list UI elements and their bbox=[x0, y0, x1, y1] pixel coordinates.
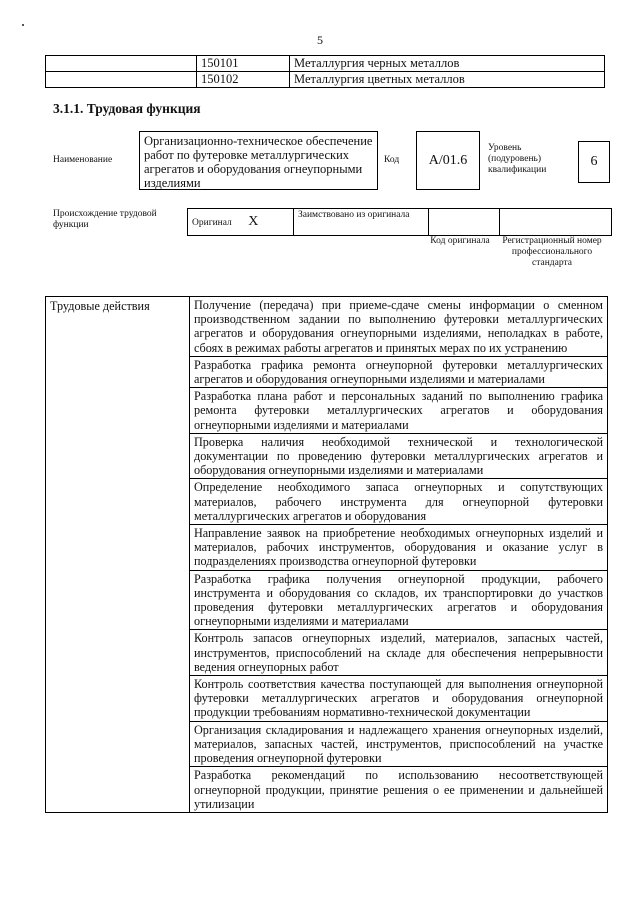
labor-action-item: Разработка графика получения огнеупорной продукции, рабочего инструмента и оборудования со складов, их транспортировки до участков проведения футеровки металлургических агрегатов и оборудования огнеупорными изделиями и материалами bbox=[190, 570, 608, 630]
labor-action-item: Разработка рекомендаций по использованию несоответствующей огнеупорной продукции, принятие решения о ее применении и дальнейшей утилизации bbox=[190, 767, 608, 813]
level-label: Уровень (подуровень) квалификации bbox=[488, 143, 547, 175]
table-row bbox=[46, 72, 605, 88]
labor-action-item: Проверка наличия необходимой технической и технологической документации по проведению футеровки металлургических агрегатов и оборудования огнеупорными изделиями и материалами bbox=[190, 433, 608, 479]
specialty-code: 150102 bbox=[197, 72, 290, 88]
origin-table bbox=[187, 208, 612, 236]
labor-action-item: Определение необходимого запаса огнеупорных и сопутствующих материалов, рабочего инструмента для огнеупорной футеровки металлургических агрегатов и оборудования bbox=[190, 479, 608, 525]
reg-number-cell bbox=[500, 209, 612, 236]
labor-action-item: Разработка плана работ и персональных заданий по выполнению графика ремонта футеровки металлургических агрегатов и оборудования огнеупорными изделиями и материалами bbox=[190, 388, 608, 434]
original-mark: X bbox=[248, 214, 259, 229]
specialty-name: Металлургия цветных металлов bbox=[290, 72, 605, 88]
function-code-value: A/01.6 bbox=[416, 131, 480, 190]
function-name-value: Организационно-техническое обеспечение работ по футеровке металлургических агрегатов и оборудования огнеупорными изделиями bbox=[139, 131, 378, 190]
empty-cell bbox=[46, 72, 197, 88]
original-label: Оригинал bbox=[192, 218, 232, 228]
reg-number-caption: Регистрационный номер профессионального стандарта bbox=[502, 236, 602, 268]
table-row bbox=[46, 56, 605, 72]
original-cell bbox=[188, 209, 294, 236]
table-row bbox=[46, 297, 608, 357]
labor-actions-table bbox=[45, 296, 608, 813]
labor-action-item: Получение (передача) при приеме-сдаче смены информации о сменном производственном задании по выполнению футеровки металлургических агрегатов и оборудования огнеупорными изделиями, неполадках в работе, сбоях в режимах работы агрегатов и принятых мерах по их устранению bbox=[190, 297, 608, 357]
code-label: Код bbox=[384, 155, 400, 165]
labor-action-item: Разработка графика ремонта огнеупорной футеровки металлургических агрегатов и оборудования огнеупорными изделиями и материалами bbox=[190, 356, 608, 387]
labor-action-item: Направление заявок на приобретение необходимых огнеупорных изделий и материалов, рабочих инструментов, оборудования и оказание услуг в подразделениях производства огнеупорной футеровки bbox=[190, 525, 608, 571]
labor-action-item: Организация складирования и надлежащего хранения огнеупорных изделий, материалов, запасных частей, инструментов, приспособлений на участке проведения огнеупорной футеровки bbox=[190, 721, 608, 767]
code-original-caption: Код оригинала bbox=[430, 236, 490, 246]
labor-action-item: Контроль запасов огнеупорных изделий, материалов, запасных частей, инструментов, приспособлений на складе для обеспечения непрерывности ведения огнеупорных работ bbox=[190, 630, 608, 676]
page-number: 5 bbox=[317, 33, 323, 47]
scan-mark bbox=[22, 24, 24, 26]
code-original-cell bbox=[429, 209, 500, 236]
empty-cell bbox=[46, 56, 197, 72]
labor-action-item: Контроль соответствия качества поступающей для выполнения огнеупорной футеровки металлургических агрегатов и оборудования огнеупорной продукции требованиям нормативно-технической документации bbox=[190, 676, 608, 722]
specialty-code: 150101 bbox=[197, 56, 290, 72]
table-row bbox=[188, 209, 612, 236]
origin-label: Происхождение трудовой функции bbox=[53, 209, 157, 230]
name-label: Наименование bbox=[53, 155, 113, 165]
labor-actions-label: Трудовые действия bbox=[46, 297, 190, 813]
section-heading: 3.1.1. Трудовая функция bbox=[53, 101, 201, 116]
borrowed-label: Заимствовано из оригинала bbox=[294, 209, 429, 236]
specialty-codes-table bbox=[45, 55, 605, 88]
specialty-name: Металлургия черных металлов bbox=[290, 56, 605, 72]
level-value: 6 bbox=[578, 141, 610, 183]
